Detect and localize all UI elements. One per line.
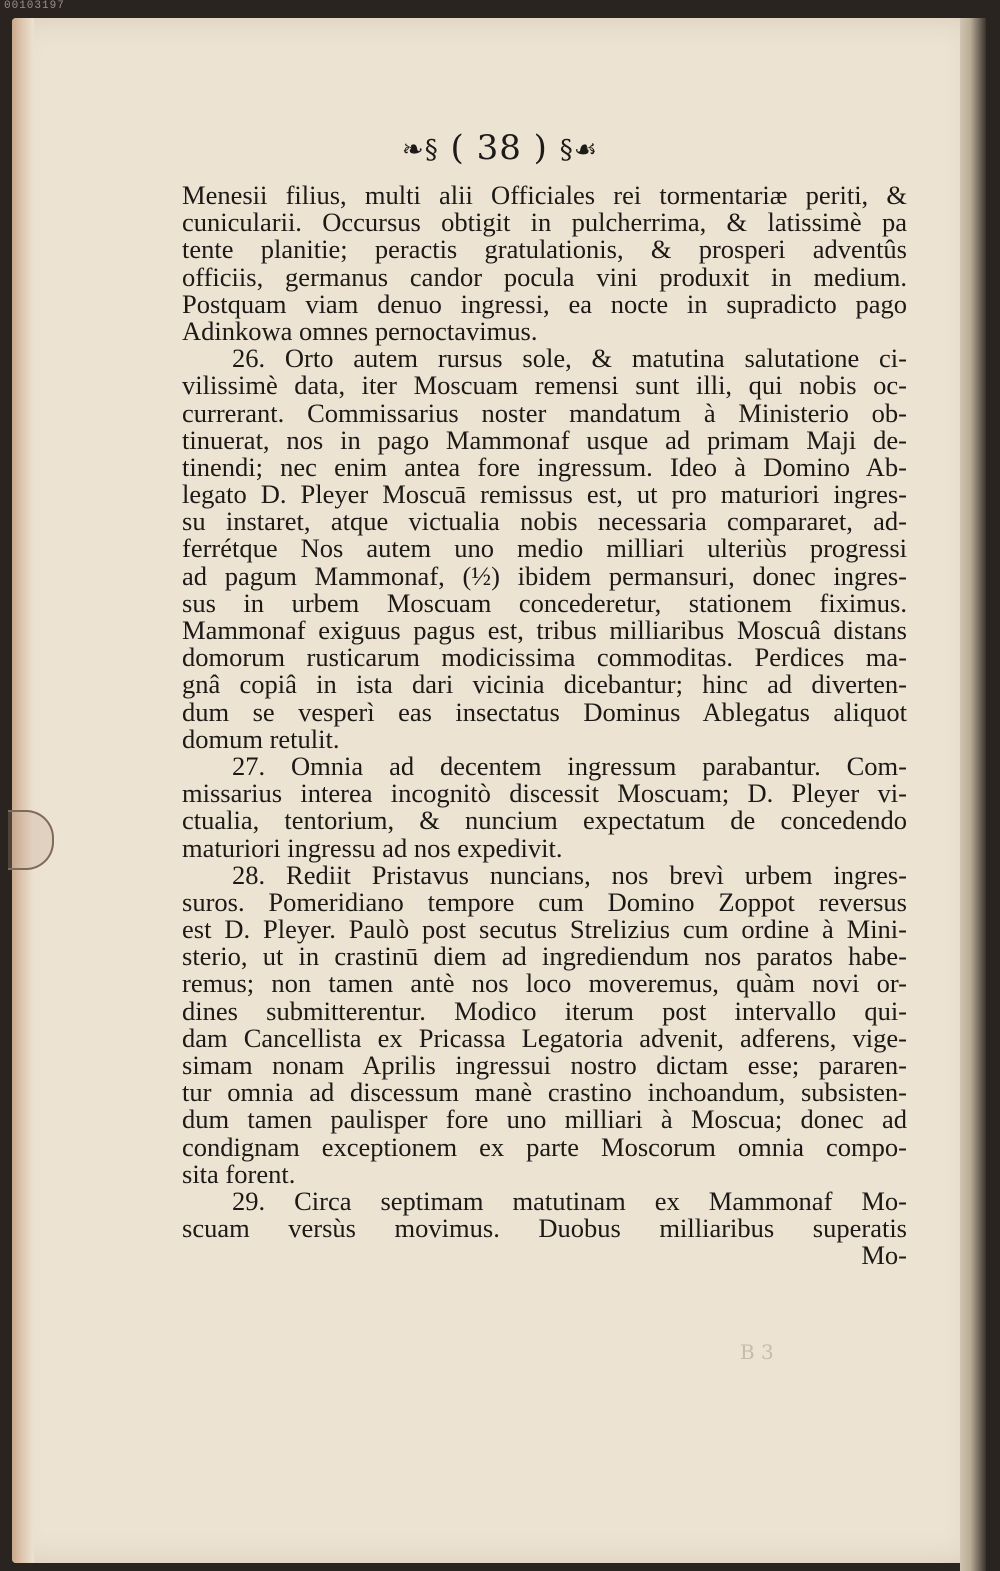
text-line: su instaret, atque victualia nobis necessaria compararet, ad- bbox=[182, 506, 907, 537]
text-line: Mammonaf exiguus pagus est, tribus milliaribus Moscuâ distans bbox=[182, 615, 907, 645]
show-through-signature: B 3 bbox=[740, 1340, 774, 1364]
text-line: cunicularii. Occursus obtigit in pulcherrima, & latissimè pa bbox=[182, 207, 907, 238]
page-number: ( 38 ) bbox=[450, 128, 548, 168]
text-line: maturiori ingressu ad nos expedivit. bbox=[182, 832, 563, 863]
text-line: vilissimè data, iter Moscuam remensi sunt illi, qui nobis oc- bbox=[182, 370, 907, 401]
text-line: domorum rusticarum modicissima commoditas. Perdices ma- bbox=[182, 642, 907, 673]
paragraph bbox=[182, 182, 907, 345]
text-line: suros. Pomeridiano tempore cum Domino Zoppot reversus bbox=[182, 886, 907, 917]
text-line: ad pagum Mammonaf, (½) ibidem permansuri, donec ingres- bbox=[182, 560, 907, 591]
text-line: 27. Omnia ad decentem ingressum parabantur. Com- bbox=[232, 750, 907, 781]
body-text bbox=[182, 182, 907, 1270]
text-line: ctualia, tentorium, & nuncium expectatum de concedendo bbox=[182, 805, 907, 836]
ornament-right-icon: §☙ bbox=[559, 135, 599, 165]
text-line: ferrétque Nos autem uno medio milliari ulteriùs progressi bbox=[182, 533, 907, 564]
text-line: tinendi; nec enim antea fore ingressum. Ideo à Domino Ab- bbox=[182, 451, 907, 482]
text-line: officiis, germanus candor pocula vini produxit in medium. bbox=[182, 261, 907, 292]
text-line: domum retulit. bbox=[182, 723, 340, 754]
catchword: Mo- bbox=[861, 1240, 907, 1271]
text-line: dum tamen paulisper fore uno milliari à Moscua; donec ad bbox=[182, 1104, 907, 1135]
text-line: currerant. Commissarius noster mandatum à Ministerio ob- bbox=[182, 397, 907, 428]
paragraph bbox=[182, 345, 907, 753]
text-line: sus in urbem Moscuam concederetur, stationem fiximus. bbox=[182, 587, 907, 618]
text-line: est D. Pleyer. Paulò post secutus Strelizius cum ordine à Mini- bbox=[182, 914, 907, 945]
ornament-left-icon: ❧§ bbox=[401, 135, 439, 165]
text-line: legato D. Pleyer Moscuā remissus est, ut pro maturiori ingres- bbox=[182, 479, 907, 510]
text-line: dum se vesperì eas insectatus Dominus Ablegatus aliquot bbox=[182, 696, 907, 727]
paragraph bbox=[182, 750, 907, 863]
page-stack-edge bbox=[960, 18, 986, 1571]
text-line: 28. Rediit Pristavus nuncians, nos brevì urbem ingres- bbox=[232, 859, 907, 890]
paper-clip-mark bbox=[8, 810, 54, 870]
text-line: Adinkowa omnes pernoctavimus. bbox=[182, 315, 538, 346]
text-line: missarius interea incognitò discessit Moscuam; D. Pleyer vi- bbox=[182, 778, 907, 809]
text-line: tur omnia ad discessum manè crastino inchoandum, subsisten- bbox=[182, 1077, 907, 1108]
text-line: tinuerat, nos in pago Mammonaf usque ad primam Maji de- bbox=[182, 424, 907, 455]
text-line: Postquam viam denuo ingressi, ea nocte in supradicto pago bbox=[182, 288, 907, 319]
text-line: dam Cancellista ex Pricassa Legatoria advenit, adferens, vige- bbox=[182, 1022, 907, 1053]
text-line: dines submitterentur. Modico iterum post intervallo qui- bbox=[182, 995, 907, 1026]
text-line: sita forent. bbox=[182, 1158, 296, 1189]
text-line: 26. Orto autem rursus sole, & matutina salutatione ci- bbox=[232, 343, 907, 374]
text-line: Menesii filius, multi alii Officiales rei tormentariæ periti, & bbox=[182, 180, 907, 210]
page-gutter-edge bbox=[12, 18, 34, 1563]
text-line: sterio, ut in crastinū diem ad ingrediendum nos paratos habe- bbox=[182, 941, 907, 972]
scan-id-label: 00103197 bbox=[4, 0, 65, 12]
text-line: condignam exceptionem ex parte Moscorum omnia compo- bbox=[182, 1131, 907, 1162]
text-line: remus; non tamen antè nos loco moveremus, quàm novi or- bbox=[182, 968, 907, 999]
text-line: scuam versùs movimus. Duobus milliaribus superatis bbox=[182, 1213, 907, 1244]
paragraph bbox=[182, 859, 907, 1189]
text-line: 29. Circa septimam matutinam ex Mammonaf Mo- bbox=[232, 1185, 907, 1216]
text-line: simam nonam Aprilis ingressui nostro dictam esse; pararen- bbox=[182, 1050, 907, 1080]
page-header bbox=[0, 128, 1000, 168]
paragraph bbox=[182, 1185, 907, 1244]
text-line: tente planitie; peractis gratulationis, & prosperi adventûs bbox=[182, 234, 907, 265]
text-line: gnâ copiâ in ista dari vicinia dicebantur; hinc ad diverten- bbox=[182, 669, 907, 700]
